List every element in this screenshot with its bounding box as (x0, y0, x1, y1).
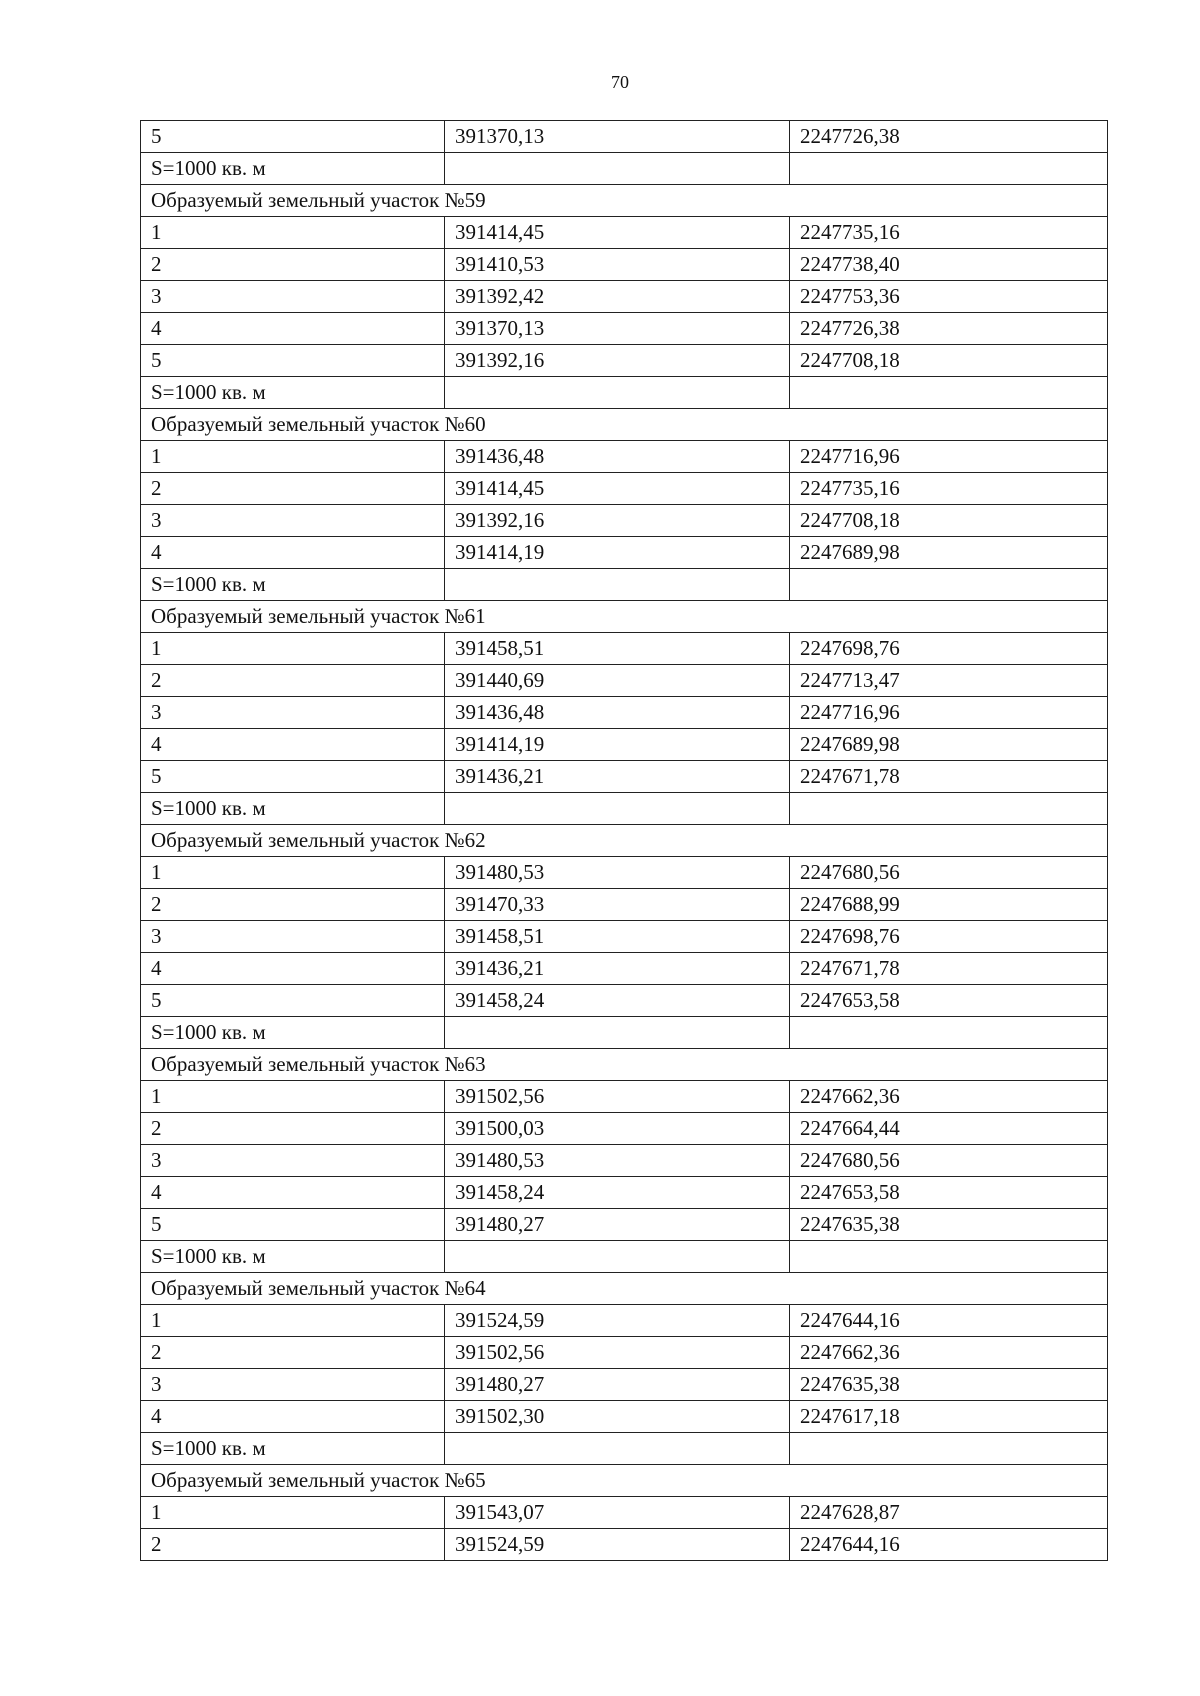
table-row (141, 1113, 1108, 1145)
table-row (141, 729, 1108, 761)
table-row (141, 249, 1108, 281)
parcel-title: Образуемый земельный участок №62 (141, 825, 1108, 857)
table-row (141, 217, 1108, 249)
table-row (141, 441, 1108, 473)
y-coordinate: 2247635,38 (790, 1369, 1108, 1401)
point-number: 5 (141, 121, 445, 153)
table-row (141, 121, 1108, 153)
y-coordinate: 2247664,44 (790, 1113, 1108, 1145)
point-number: 4 (141, 313, 445, 345)
parcel-header-row (141, 825, 1108, 857)
y-coordinate: 2247716,96 (790, 697, 1108, 729)
y-coordinate: 2247680,56 (790, 1145, 1108, 1177)
table-row (141, 953, 1108, 985)
parcel-title: Образуемый земельный участок №60 (141, 409, 1108, 441)
point-number: 2 (141, 1529, 445, 1561)
table-row (141, 665, 1108, 697)
empty-cell (790, 569, 1108, 601)
x-coordinate: 391502,30 (445, 1401, 790, 1433)
point-number: 4 (141, 1177, 445, 1209)
parcel-title: Образуемый земельный участок №64 (141, 1273, 1108, 1305)
area-row (141, 1241, 1108, 1273)
y-coordinate: 2247738,40 (790, 249, 1108, 281)
page-number: 70 (611, 72, 629, 92)
y-coordinate: 2247671,78 (790, 953, 1108, 985)
point-number: 5 (141, 985, 445, 1017)
area-value: S=1000 кв. м (141, 1241, 445, 1273)
table-row (141, 1497, 1108, 1529)
table-row (141, 857, 1108, 889)
y-coordinate: 2247753,36 (790, 281, 1108, 313)
table-row (141, 1337, 1108, 1369)
area-value: S=1000 кв. м (141, 377, 445, 409)
parcel-header-row (141, 601, 1108, 633)
x-coordinate: 391480,53 (445, 857, 790, 889)
point-number: 3 (141, 697, 445, 729)
x-coordinate: 391480,27 (445, 1369, 790, 1401)
point-number: 2 (141, 1113, 445, 1145)
parcel-header-row (141, 185, 1108, 217)
area-value: S=1000 кв. м (141, 153, 445, 185)
table-row (141, 985, 1108, 1017)
y-coordinate: 2247698,76 (790, 633, 1108, 665)
empty-cell (790, 1017, 1108, 1049)
point-number: 3 (141, 281, 445, 313)
y-coordinate: 2247653,58 (790, 985, 1108, 1017)
coordinates-table (140, 120, 1108, 1561)
table-row (141, 1305, 1108, 1337)
parcel-title: Образуемый земельный участок №61 (141, 601, 1108, 633)
x-coordinate: 391436,21 (445, 953, 790, 985)
empty-cell (445, 1241, 790, 1273)
x-coordinate: 391458,51 (445, 921, 790, 953)
x-coordinate: 391414,45 (445, 217, 790, 249)
point-number: 2 (141, 1337, 445, 1369)
x-coordinate: 391458,51 (445, 633, 790, 665)
empty-cell (445, 793, 790, 825)
table-row (141, 889, 1108, 921)
x-coordinate: 391524,59 (445, 1305, 790, 1337)
parcel-title: Образуемый земельный участок №65 (141, 1465, 1108, 1497)
y-coordinate: 2247713,47 (790, 665, 1108, 697)
y-coordinate: 2247662,36 (790, 1337, 1108, 1369)
y-coordinate: 2247735,16 (790, 473, 1108, 505)
x-coordinate: 391414,45 (445, 473, 790, 505)
y-coordinate: 2247689,98 (790, 729, 1108, 761)
area-value: S=1000 кв. м (141, 793, 445, 825)
y-coordinate: 2247726,38 (790, 313, 1108, 345)
empty-cell (790, 377, 1108, 409)
table-row (141, 761, 1108, 793)
table-row (141, 633, 1108, 665)
parcel-header-row (141, 409, 1108, 441)
y-coordinate: 2247662,36 (790, 1081, 1108, 1113)
x-coordinate: 391500,03 (445, 1113, 790, 1145)
x-coordinate: 391480,27 (445, 1209, 790, 1241)
empty-cell (445, 153, 790, 185)
x-coordinate: 391480,53 (445, 1145, 790, 1177)
table-row (141, 313, 1108, 345)
area-value: S=1000 кв. м (141, 1433, 445, 1465)
x-coordinate: 391414,19 (445, 729, 790, 761)
point-number: 1 (141, 441, 445, 473)
area-value: S=1000 кв. м (141, 569, 445, 601)
point-number: 3 (141, 505, 445, 537)
point-number: 3 (141, 1369, 445, 1401)
point-number: 5 (141, 1209, 445, 1241)
point-number: 4 (141, 1401, 445, 1433)
x-coordinate: 391392,16 (445, 345, 790, 377)
empty-cell (445, 1017, 790, 1049)
point-number: 3 (141, 1145, 445, 1177)
area-row (141, 1433, 1108, 1465)
x-coordinate: 391470,33 (445, 889, 790, 921)
area-value: S=1000 кв. м (141, 1017, 445, 1049)
x-coordinate: 391410,53 (445, 249, 790, 281)
y-coordinate: 2247708,18 (790, 345, 1108, 377)
y-coordinate: 2247671,78 (790, 761, 1108, 793)
x-coordinate: 391502,56 (445, 1337, 790, 1369)
x-coordinate: 391440,69 (445, 665, 790, 697)
parcel-header-row (141, 1273, 1108, 1305)
x-coordinate: 391458,24 (445, 985, 790, 1017)
point-number: 5 (141, 345, 445, 377)
parcel-title: Образуемый земельный участок №63 (141, 1049, 1108, 1081)
table-row (141, 697, 1108, 729)
table-row (141, 473, 1108, 505)
y-coordinate: 2247716,96 (790, 441, 1108, 473)
point-number: 4 (141, 537, 445, 569)
empty-cell (790, 1433, 1108, 1465)
x-coordinate: 391436,21 (445, 761, 790, 793)
table-row (141, 1209, 1108, 1241)
point-number: 4 (141, 953, 445, 985)
table-row (141, 505, 1108, 537)
x-coordinate: 391458,24 (445, 1177, 790, 1209)
table-row (141, 281, 1108, 313)
point-number: 2 (141, 473, 445, 505)
point-number: 1 (141, 633, 445, 665)
y-coordinate: 2247698,76 (790, 921, 1108, 953)
point-number: 2 (141, 889, 445, 921)
area-row (141, 793, 1108, 825)
empty-cell (790, 153, 1108, 185)
table-row (141, 1369, 1108, 1401)
x-coordinate: 391414,19 (445, 537, 790, 569)
y-coordinate: 2247689,98 (790, 537, 1108, 569)
y-coordinate: 2247708,18 (790, 505, 1108, 537)
x-coordinate: 391436,48 (445, 441, 790, 473)
y-coordinate: 2247617,18 (790, 1401, 1108, 1433)
point-number: 1 (141, 1081, 445, 1113)
area-row (141, 377, 1108, 409)
empty-cell (445, 1433, 790, 1465)
point-number: 1 (141, 1305, 445, 1337)
y-coordinate: 2247653,58 (790, 1177, 1108, 1209)
table-row (141, 537, 1108, 569)
x-coordinate: 391436,48 (445, 697, 790, 729)
y-coordinate: 2247635,38 (790, 1209, 1108, 1241)
area-row (141, 153, 1108, 185)
empty-cell (790, 793, 1108, 825)
x-coordinate: 391392,42 (445, 281, 790, 313)
parcel-title: Образуемый земельный участок №59 (141, 185, 1108, 217)
area-row (141, 1017, 1108, 1049)
point-number: 5 (141, 761, 445, 793)
point-number: 4 (141, 729, 445, 761)
parcel-header-row (141, 1465, 1108, 1497)
table-row (141, 921, 1108, 953)
y-coordinate: 2247726,38 (790, 121, 1108, 153)
point-number: 1 (141, 857, 445, 889)
y-coordinate: 2247644,16 (790, 1305, 1108, 1337)
table-row (141, 1177, 1108, 1209)
area-row (141, 569, 1108, 601)
x-coordinate: 391392,16 (445, 505, 790, 537)
empty-cell (445, 569, 790, 601)
table-row (141, 1401, 1108, 1433)
x-coordinate: 391543,07 (445, 1497, 790, 1529)
x-coordinate: 391502,56 (445, 1081, 790, 1113)
point-number: 1 (141, 217, 445, 249)
y-coordinate: 2247628,87 (790, 1497, 1108, 1529)
table-row (141, 1529, 1108, 1561)
x-coordinate: 391524,59 (445, 1529, 790, 1561)
table-row (141, 1145, 1108, 1177)
y-coordinate: 2247735,16 (790, 217, 1108, 249)
y-coordinate: 2247680,56 (790, 857, 1108, 889)
y-coordinate: 2247644,16 (790, 1529, 1108, 1561)
parcel-header-row (141, 1049, 1108, 1081)
y-coordinate: 2247688,99 (790, 889, 1108, 921)
empty-cell (790, 1241, 1108, 1273)
point-number: 1 (141, 1497, 445, 1529)
table-row (141, 1081, 1108, 1113)
x-coordinate: 391370,13 (445, 313, 790, 345)
empty-cell (445, 377, 790, 409)
point-number: 2 (141, 249, 445, 281)
point-number: 3 (141, 921, 445, 953)
x-coordinate: 391370,13 (445, 121, 790, 153)
point-number: 2 (141, 665, 445, 697)
table-row (141, 345, 1108, 377)
